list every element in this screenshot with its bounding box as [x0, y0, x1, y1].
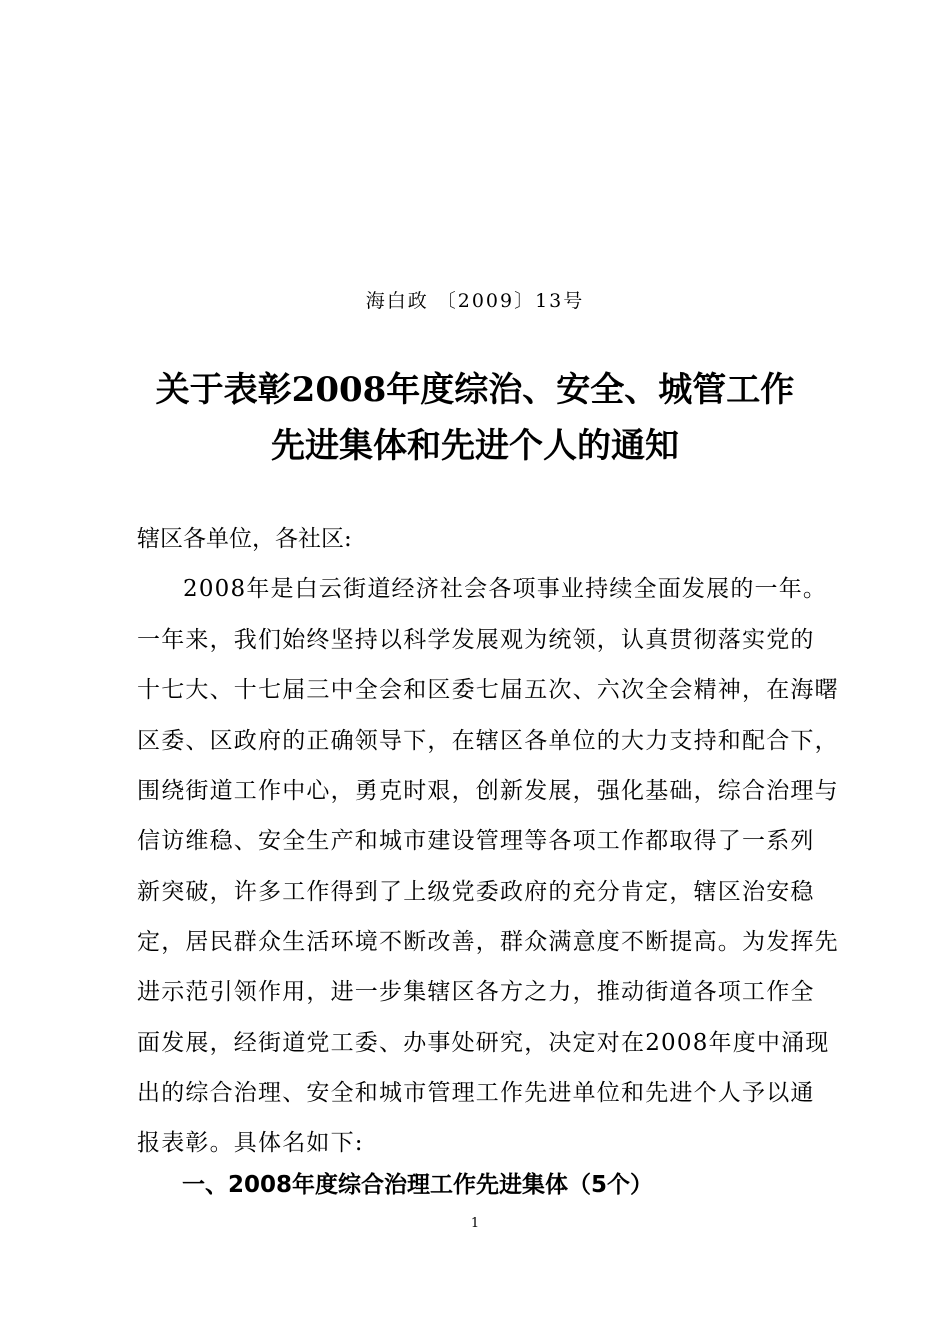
section-heading: 一、2008年度综合治理工作先进集体（5个） [182, 1172, 654, 1198]
body-text-line: 出的综合治理、安全和城市管理工作先进单位和先进个人予以通 [137, 1080, 815, 1106]
body-text-line: 围绕街道工作中心，勇克时艰，创新发展，强化基础，综合治理与 [137, 778, 839, 804]
body-text-line: 信访维稳、安全生产和城市建设管理等各项工作都取得了一系列 [137, 828, 815, 854]
document-number: 海白政 〔2009〕13号 [365, 290, 585, 312]
body-text-line: 定，居民群众生活环境不断改善，群众满意度不断提高。为发挥先 [137, 929, 839, 955]
document-title-line-1: 关于表彰2008年度综治、安全、城管工作 [155, 370, 795, 410]
page-number: 1 [470, 1216, 480, 1231]
body-text-line: 报表彰。具体名如下: [137, 1130, 364, 1156]
body-text-line: 进示范引领作用，进一步集辖区各方之力，推动街道各项工作全 [137, 979, 815, 1005]
salutation: 辖区各单位，各社区: [137, 526, 352, 552]
body-text-line: 区委、区政府的正确领导下，在辖区各单位的大力支持和配合下， [137, 728, 839, 754]
body-text-line: 十七大、十七届三中全会和区委七届五次、六次全会精神，在海曙 [137, 677, 839, 703]
body-text-line: 新突破，许多工作得到了上级党委政府的充分肯定，辖区治安稳 [137, 879, 815, 905]
document-title-line-2: 先进集体和先进个人的通知 [271, 426, 679, 466]
body-text-line: 2008年是白云街道经济社会各项事业持续全面发展的一年。 [183, 576, 828, 602]
body-text-line: 面发展，经街道党工委、办事处研究，决定对在2008年度中涌现 [137, 1030, 830, 1056]
body-text-line: 一年来，我们始终坚持以科学发展观为统领，认真贯彻落实党的 [137, 627, 815, 653]
